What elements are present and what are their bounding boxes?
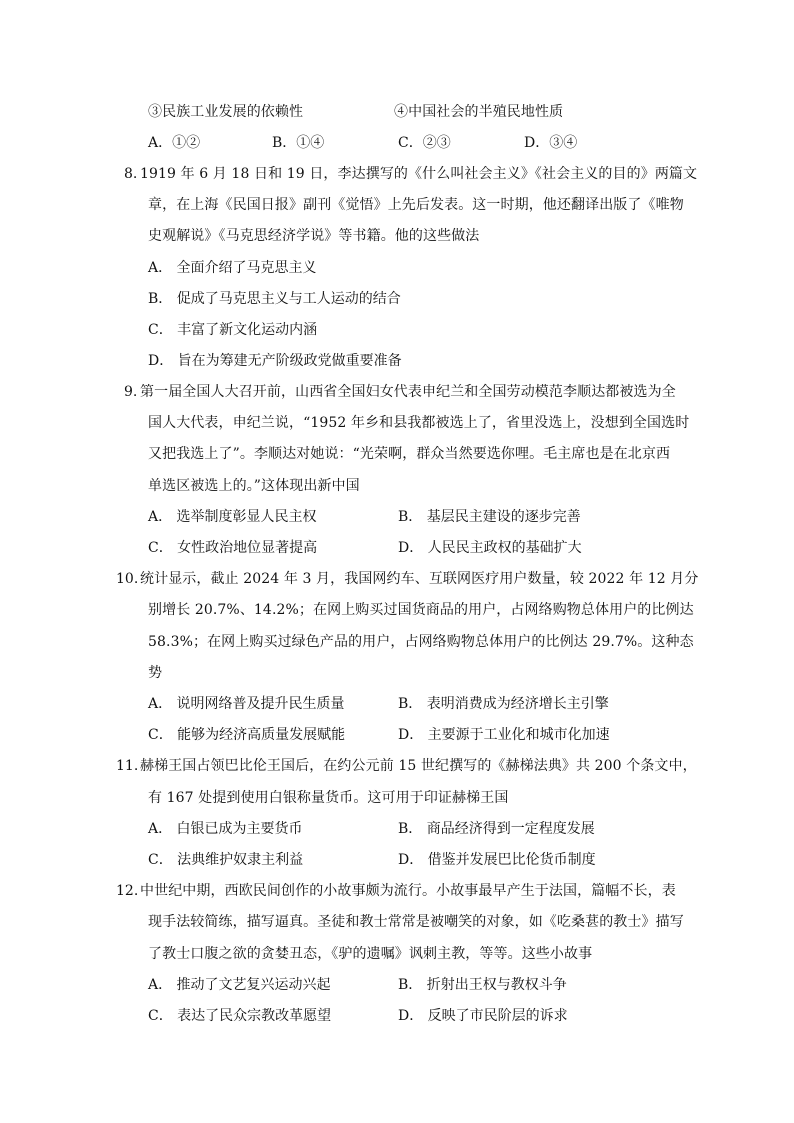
q10-stem-line-4: 势 xyxy=(148,665,163,681)
q10-option-d: D． 主要源于工业化和城市化加速 xyxy=(398,727,610,743)
q10-stem-line-1: 统计显示，截止 2024 年 3 月，我国网约车、互联网医疗用户数量，较 2022 年 12 月分 xyxy=(140,571,699,587)
q10-stem-line-2: 别增长 20.7%、14.2%；在网上购买过国货商品的用户，占网络购物总体用户的比例达 xyxy=(148,602,694,618)
q8-option-a: A． 全面介绍了马克思主义 xyxy=(148,260,317,276)
q7-option-a: A．①② xyxy=(148,135,201,151)
q12-option-c: C． 表达了民众宗教改革愿望 xyxy=(148,1008,332,1024)
q9-stem-line-3: 又把我选上了”。李顺达对她说：“光荣啊，群众当然要选你哩。毛主席也是在北京西 xyxy=(148,446,671,462)
q10-option-c: C． 能够为经济高质量发展赋能 xyxy=(148,727,346,743)
q7-option-c: C．②③ xyxy=(398,135,451,151)
q7-item-3: ③民族工业发展的依赖性 xyxy=(148,104,304,120)
q9-stem-line-2: 国人大代表，申纪兰说，“1952 年乡和县我都被选上了，省里没选上，没想到全国选时 xyxy=(148,415,690,431)
q10-number: 10. xyxy=(116,571,139,587)
q11-option-a: A． 白银已成为主要货币 xyxy=(148,821,303,837)
q12-option-a: A． 推动了文艺复兴运动兴起 xyxy=(148,977,331,993)
q10-option-b: B． 表明消费成为经济增长主引擎 xyxy=(398,696,609,712)
q10-option-a: A． 说明网络普及提升民生质量 xyxy=(148,696,345,712)
q8-option-c: C． 丰富了新文化运动内涵 xyxy=(148,322,318,338)
q9-option-c: C． 女性政治地位显著提高 xyxy=(148,540,318,556)
q7-item-4: ④中国社会的半殖民地性质 xyxy=(394,104,564,120)
q11-option-c: C． 法典维护奴隶主利益 xyxy=(148,852,304,868)
q12-stem-line-2: 现手法较简练，描写逼真。圣徒和教士常常是被嘲笑的对象，如《吃桑葚的教士》描写 xyxy=(148,914,684,930)
q8-stem-line-2: 章，在上海《民国日报》副刊《觉悟》上先后发表。这一时期，他还翻译出版了《唯物 xyxy=(148,197,684,213)
q8-option-b: B． 促成了马克思主义与工人运动的结合 xyxy=(148,291,401,307)
q11-option-d: D． 借鉴并发展巴比伦货币制度 xyxy=(398,852,596,868)
q11-stem-line-1: 赫梯王国占领巴比伦王国后，在约公元前 15 世纪撰写的《赫梯法典》共 200 个条文中， xyxy=(140,758,697,774)
q9-stem-line-4: 单选区被选上的。”这体现出新中国 xyxy=(148,478,360,494)
q9-option-b: B． 基层民主建设的逐步完善 xyxy=(398,509,581,525)
q7-option-b: B．①④ xyxy=(272,135,325,151)
q10-stem-line-3: 58.3%；在网上购买过绿色产品的用户，占网络购物总体用户的比例达 29.7%。这种态 xyxy=(148,634,694,650)
q11-stem-line-2: 有 167 处提到使用白银称量货币。这可用于印证赫梯王国 xyxy=(148,790,509,806)
q12-stem-line-1: 中世纪中期，西欧民间创作的小故事颇为流行。小故事最早产生于法国，篇幅不长，表 xyxy=(140,883,676,899)
q12-number: 12. xyxy=(116,883,139,899)
q11-number: 11. xyxy=(116,758,139,774)
q12-option-b: B． 折射出王权与教权斗争 xyxy=(398,977,567,993)
q12-option-d: D． 反映了市民阶层的诉求 xyxy=(398,1008,568,1024)
q11-option-b: B． 商品经济得到一定程度发展 xyxy=(398,821,595,837)
q8-number: 8. xyxy=(124,166,138,182)
q9-option-d: D． 人民民主政权的基础扩大 xyxy=(398,540,582,556)
q9-stem-line-1: 第一届全国人大召开前，山西省全国妇女代表申纪兰和全国劳动模范李顺达都被选为全 xyxy=(140,384,676,400)
q9-option-a: A． 选举制度彰显人民主权 xyxy=(148,509,317,525)
q12-stem-line-3: 了教士口腹之欲的贪婪丑态，《驴的遗嘱》讽刺主教，等等。这些小故事 xyxy=(148,946,593,962)
q8-option-d: D． 旨在为筹建无产阶级政党做重要准备 xyxy=(148,353,402,369)
q8-stem-line-1: 1919 年 6 月 18 日和 19 日，李达撰写的《什么叫社会主义》《社会主义的目的》两篇文 xyxy=(140,166,698,182)
q7-option-d: D．③④ xyxy=(524,135,578,151)
q9-number: 9. xyxy=(124,384,138,400)
q8-stem-line-3: 史观解说》《马克思经济学说》等书籍。他的这些做法 xyxy=(148,228,480,244)
